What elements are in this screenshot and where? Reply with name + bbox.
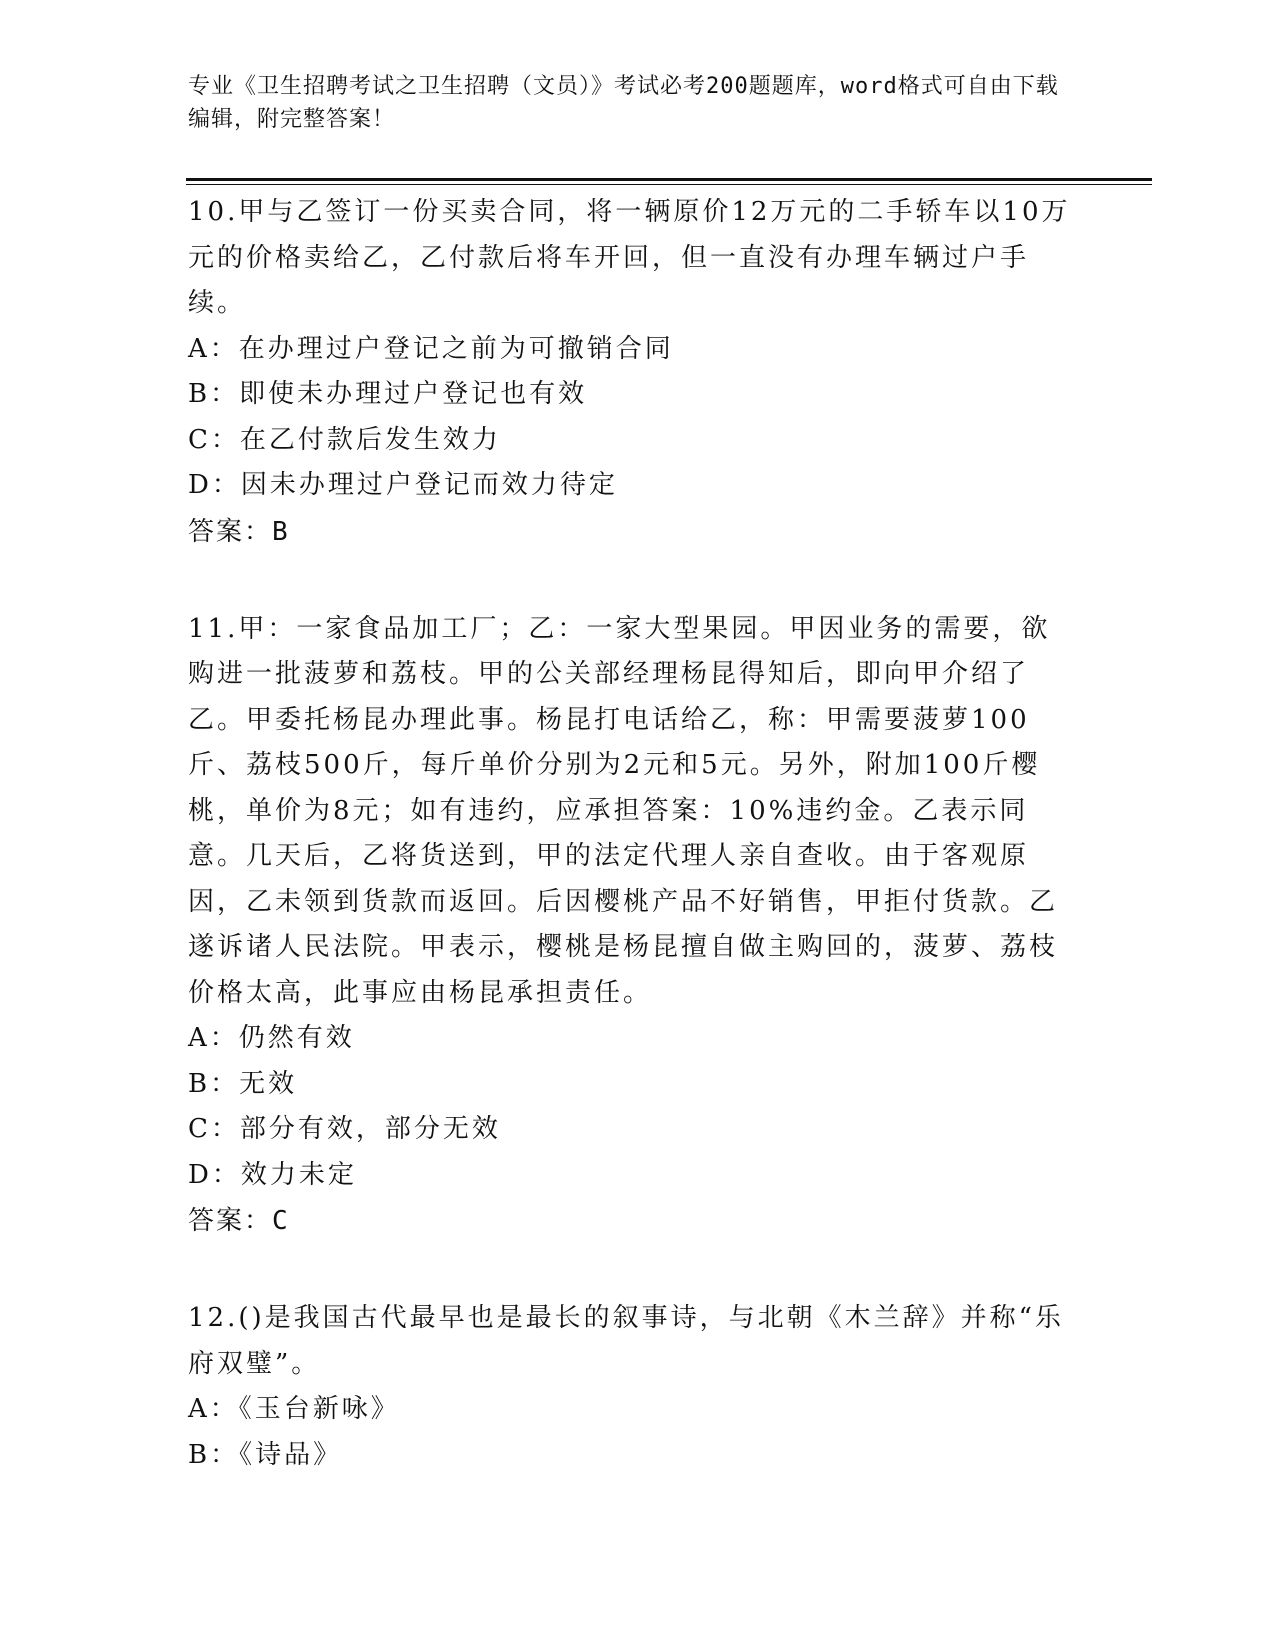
option-d: D：因未办理过户登记而效力待定 (188, 470, 618, 500)
question-text: 11.甲：一家食品加工厂；乙：一家大型果园。甲因业务的需要，欲购进一批菠萝和荔枝。甲的公关部经理杨昆得知后，即向甲介绍了乙。甲委托杨昆办理此事。杨昆打电话给乙，称：甲需要菠萝100斤、荔枝500斤，每斤单价分别为2元和5元。另外，附加100斤樱桃，单价为8元；如有违约，应承担答案：10%违约金。乙表示同意。几天后，乙将货送到，甲的法定代理人亲自查收。由于客观原因，乙未领到货款而返回。后因樱桃产品不好销售，甲拒付货款。乙遂诉诸人民法院。甲表示，樱桃是杨昆擅自做主购回的，菠萝、荔枝价格太高，此事应由杨昆承担责任。 (188, 613, 1059, 1008)
question-spacer (188, 1245, 1078, 1296)
option-c: C：在乙付款后发生效力 (188, 424, 501, 455)
question-list (188, 190, 1078, 1478)
document-header (188, 70, 1068, 136)
option-b: B：无效 (188, 1068, 298, 1099)
answer-line: 答案：B (188, 516, 290, 547)
question-text: 12.()是我国古代最早也是最长的叙事诗，与北朝《木兰辞》并称“乐府双璧”。 (188, 1303, 1064, 1379)
header-divider-thin (186, 184, 1152, 185)
question-text: 10.甲与乙签订一份买卖合同，将一辆原价12万元的二手轿车以10万元的价格卖给乙，乙付款后将车开回，但一直没有办理车辆过户手续。 (188, 197, 1071, 318)
option-a: A：仍然有效 (188, 1023, 355, 1053)
option-d: D：效力未定 (188, 1159, 357, 1190)
option-a: A：在办理过户登记之前为可撤销合同 (188, 333, 674, 364)
question-10 (188, 190, 1078, 556)
question-spacer (188, 556, 1078, 607)
option-b: B：即使未办理过户登记也有效 (188, 379, 588, 409)
option-a: A：《玉台新咏》 (188, 1394, 400, 1424)
option-c: C：部分有效，部分无效 (188, 1114, 501, 1144)
answer-line: 答案：C (188, 1206, 290, 1236)
question-11 (188, 607, 1078, 1246)
question-12 (188, 1296, 1078, 1478)
option-b: B：《诗品》 (188, 1439, 343, 1470)
header-title: 专业《卫生招聘考试之卫生招聘（文员）》考试必考200题题库，word格式可自由下载编辑，附完整答案！ (188, 74, 1059, 132)
header-divider-thick (186, 178, 1152, 181)
